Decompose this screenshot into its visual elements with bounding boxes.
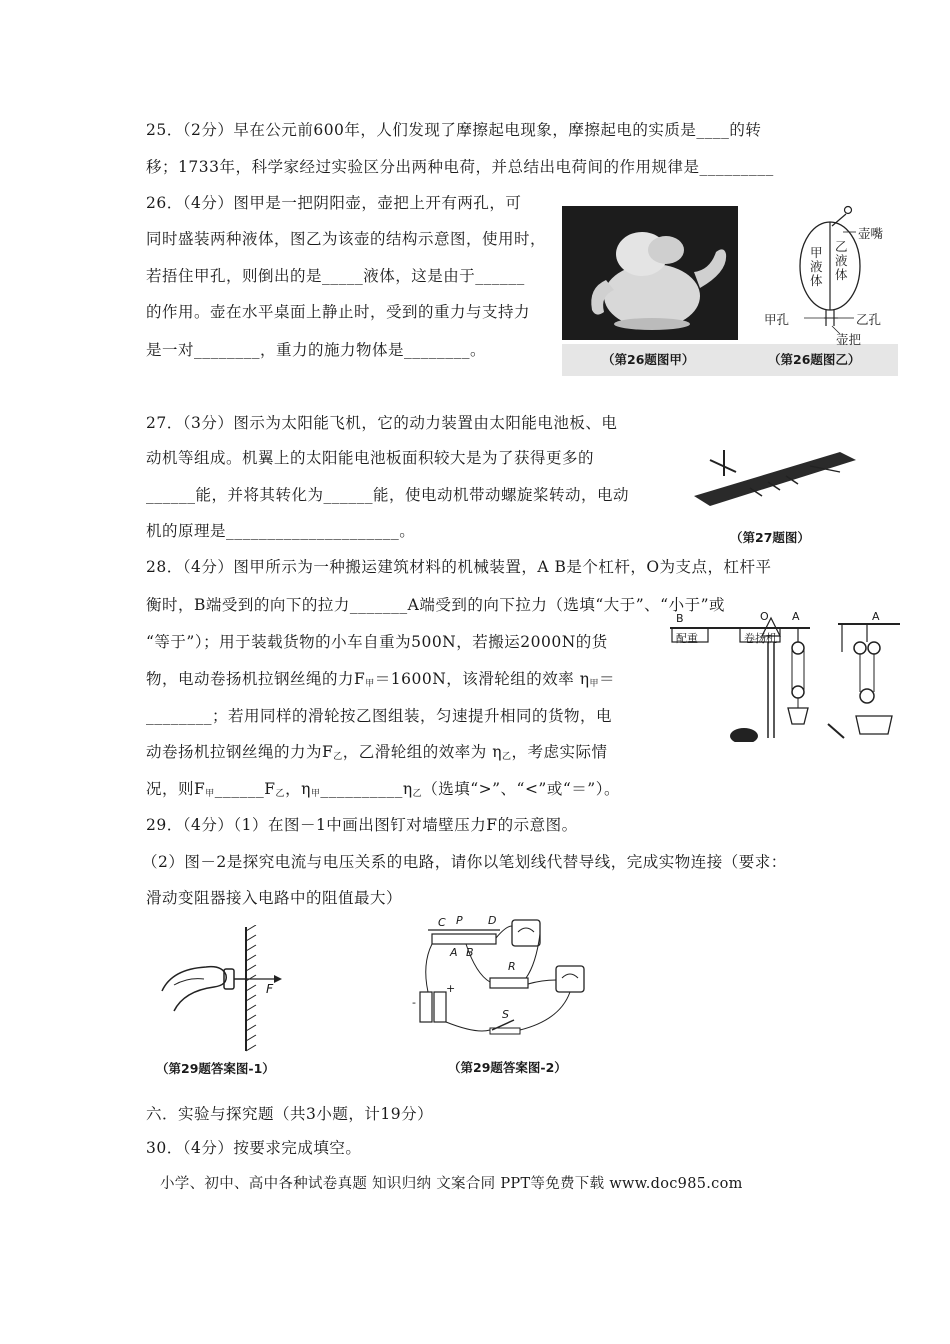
q27-line1: 27．（3分）图示为太阳能飞机，它的动力装置由太阳能电池板、电 <box>146 414 618 432</box>
caption-29-2: （第29题答案图-2） <box>448 1060 567 1075</box>
q28-line6-c: ，考虑实际情 <box>511 743 608 761</box>
label-hole-a: 甲孔 <box>764 312 790 327</box>
sub-jia: 甲 <box>205 789 215 799</box>
q28-line3: “等于”）；用于装载货物的小车自重为500N，若搬运2000N的货 <box>146 633 608 651</box>
label-F: F <box>266 981 274 996</box>
caption-26a: （第26题图甲） <box>602 352 695 367</box>
q28-line6-b: ，乙滑轮组的效率为 η <box>342 743 502 761</box>
q28-line4-c: ＝ <box>599 670 616 688</box>
label-C: C <box>438 916 446 929</box>
q27-line4: 机的原理是_____________________。 <box>146 522 416 540</box>
sub-yi: 乙 <box>275 789 286 799</box>
q28-line7 <box>146 779 620 804</box>
thumbtack-wall-diagram <box>154 925 304 1055</box>
sub-yi: 乙 <box>412 789 423 799</box>
q28-line1: 28．（4分）图甲所示为一种搬运建筑材料的机械装置，A B是个杠杆，O为支点，杠杆平 <box>146 558 772 576</box>
sub-jia: 甲 <box>310 789 321 799</box>
q28-line7-b: ______F <box>214 780 276 798</box>
q29-line3: 滑动变阻器接入电路中的阻值最大） <box>146 889 403 907</box>
q28-line7-c: ，η <box>285 780 311 798</box>
label-A2: A <box>872 610 880 623</box>
q26-line4: 的作用。壶在水平桌面上静止时，受到的重力与支持力 <box>146 303 531 321</box>
label-S: S <box>502 1008 509 1021</box>
q28-line5: ________；若用同样的滑轮按乙图组装，匀速提升相同的货物，电 <box>146 707 613 725</box>
q25-line1: 25．（2分）早在公元前600年，人们发现了摩擦起电现象，摩擦起电的实质是____的转 <box>146 121 762 139</box>
label-spout: 壶嘴 <box>858 226 884 241</box>
caption-29-1: （第29题答案图-1） <box>156 1061 275 1076</box>
winch-pulley-diagram <box>660 612 914 742</box>
q28-line7-e: （选填“>”、“<”或“＝”）。 <box>422 780 620 798</box>
caption-27: （第27题图） <box>730 530 810 545</box>
figure-28 <box>660 612 914 742</box>
q27-line2: 动机等组成。机翼上的太阳能电池板面积较大是为了获得更多的 <box>146 449 595 467</box>
label-D: D <box>488 914 497 927</box>
label-B: B <box>676 612 684 625</box>
circuit-diagram <box>410 912 590 1052</box>
label-liquid-b: 乙液体 <box>835 239 848 282</box>
q26-line3: 若捂住甲孔，则倒出的是_____液体，这是由于______ <box>146 267 525 285</box>
figure-29-2 <box>410 912 590 1080</box>
label-plus: + <box>446 982 456 995</box>
q26-line1: 26．（4分）图甲是一把阴阳壶，壶把上开有两孔，可 <box>146 194 522 212</box>
label-A: A <box>792 610 800 623</box>
q27-line3: ______能，并将其转化为______能，使电动机带动螺旋桨转动，电动 <box>146 486 630 504</box>
figure-26 <box>562 196 898 376</box>
q28-line7-a: 况，则F <box>146 780 206 798</box>
label-A: A <box>450 946 458 959</box>
solar-plane-icon <box>690 432 862 524</box>
label-liquid-a: 甲液体 <box>810 245 823 288</box>
caption-26b: （第26题图乙） <box>768 352 861 367</box>
label-counterweight: 配重 <box>676 632 698 645</box>
sub-jia: 甲 <box>365 679 375 689</box>
q28-line7-d: __________η <box>320 780 413 798</box>
label-R: R <box>508 960 516 973</box>
q28-line6-a: 动卷扬机拉钢丝绳的力为F <box>146 743 334 761</box>
section-6-heading: 六．实验与探究题（共3小题，计19分） <box>146 1105 434 1123</box>
footer-text: 小学、初中、高中各种试卷真题 知识归纳 文案合同 PPT等免费下载 www.doc985.com <box>160 1176 743 1192</box>
q28-line2: 衡时，B端受到的向下的拉力_______A端受到的向下拉力（选填“大于”、“小于”或 <box>146 596 726 614</box>
sub-yi: 乙 <box>502 752 512 762</box>
label-hole-b: 乙孔 <box>856 312 882 327</box>
q28-line4-a: 物，电动卷扬机拉钢丝绳的力F <box>146 670 366 688</box>
label-minus: - <box>412 996 416 1009</box>
teapot-figures <box>562 196 898 376</box>
q29-line2: （2）图－2是探究电流与电压关系的电路，请你以笔划线代替导线，完成实物连接（要求： <box>142 853 787 871</box>
q28-line4 <box>146 669 615 694</box>
figure-29-1 <box>154 925 304 1080</box>
q30-line: 30．（4分）按要求完成填空。 <box>146 1139 362 1157</box>
q26-line5: 是一对________，重力的施力物体是________。 <box>146 341 487 359</box>
figure-27 <box>690 432 862 548</box>
label-B: B <box>466 946 474 959</box>
q25-line2: 移；1733年，科学家经过实验区分出两种电荷，并总结出电荷间的作用规律是_________ <box>146 158 774 176</box>
q29-line1: 29．（4分）（1）在图－1中画出图钉对墙壁压力F的示意图。 <box>146 816 578 834</box>
label-handle: 壶把 <box>836 332 862 347</box>
label-winch: 卷扬机 <box>744 632 777 645</box>
q28-line6 <box>146 742 608 767</box>
sub-yi: 乙 <box>333 752 343 762</box>
label-O: O <box>760 610 769 623</box>
q28-line4-b: ＝1600N，该滑轮组的效率 η <box>374 670 590 688</box>
q26-line2: 同时盛装两种液体，图乙为该壶的结构示意图，使用时， <box>146 230 547 248</box>
label-P: P <box>456 914 463 927</box>
sub-jia: 甲 <box>589 679 600 689</box>
